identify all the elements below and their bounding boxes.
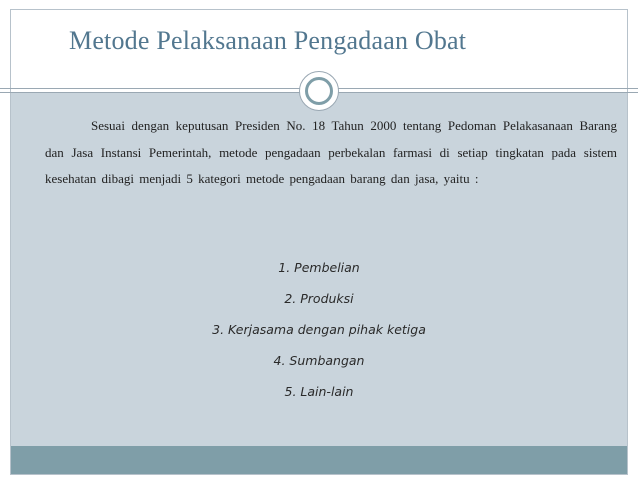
- slide-title: Metode Pelaksanaan Pengadaan Obat: [69, 26, 467, 55]
- method-list: [0, 252, 638, 407]
- list-item-pembelian: 1. Pembelian: [278, 260, 360, 275]
- divider-ring-icon: [299, 71, 339, 111]
- list-item-lain-lain: 5. Lain-lain: [284, 384, 354, 399]
- divider-ring-inner: [305, 77, 333, 105]
- list-item-kerjasama: 3. Kerjasama dengan pihak ketiga: [212, 322, 426, 337]
- intro-paragraph: Sesuai dengan keputusan Presiden No. 18 Tahun 2000 tentang Pedoman Pelakasanaan Barang dan Jasa Instansi Pemerintah, metode pengadaan perbekalan farmasi di setiap tingkatan pada sistem kesehatan dibagi menjadi 5 kategori metode pengadaan barang dan jasa, yaitu :: [45, 118, 617, 186]
- list-item-sumbangan: 4. Sumbangan: [273, 353, 365, 368]
- list-item-produksi: 2. Produksi: [284, 291, 354, 306]
